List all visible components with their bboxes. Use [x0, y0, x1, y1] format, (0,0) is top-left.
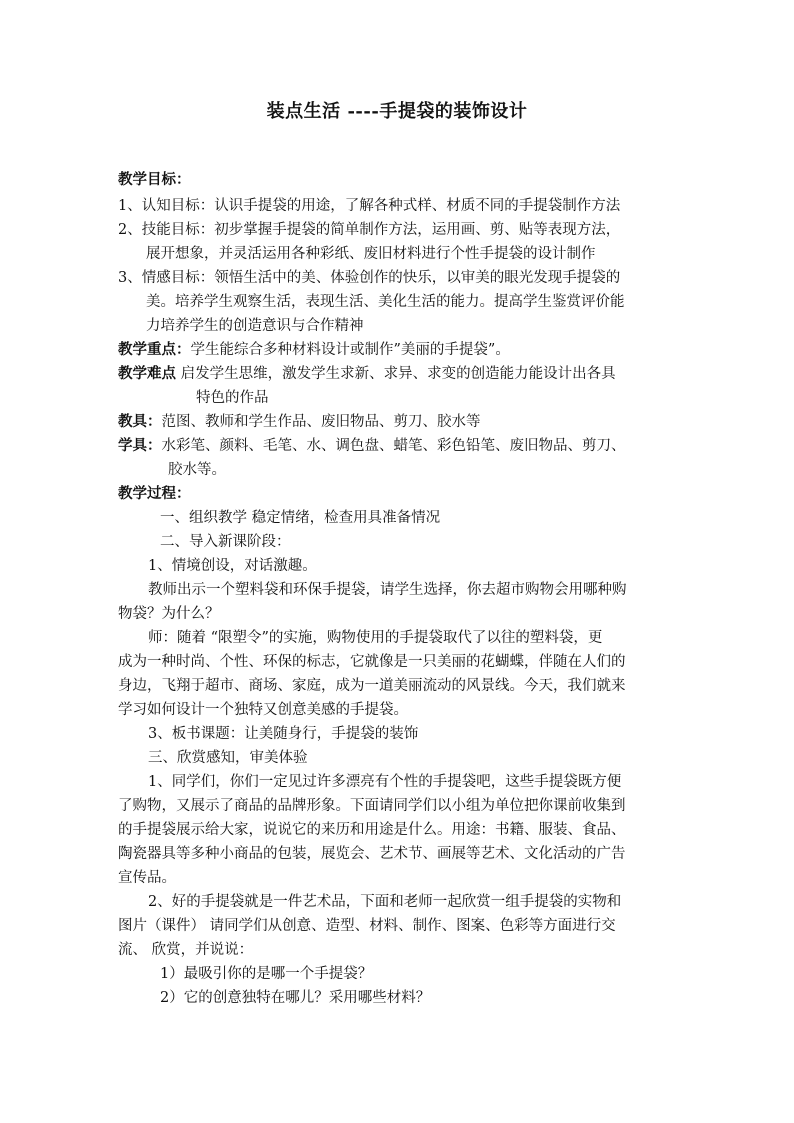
- process-step-3: 三、欣赏感知，审美体验: [148, 750, 308, 766]
- difficult-points-text: 启发学生思维，激发学生求新、求异、求变的创造能力能设计出各具: [176, 366, 616, 382]
- difficult-points: [118, 364, 616, 384]
- paragraph-2-line-2: 成为一种时尚、个性、环保的标志，它就像是一只美丽的花蝴蝶，伴随在人们的: [118, 654, 626, 670]
- paragraph-3-line-3: 的手提袋展示给大家，说说它的来历和用途是什么。用途：书籍、服装、食品、: [118, 822, 626, 838]
- difficult-points-text-2: 特色的作品: [196, 390, 269, 406]
- paragraph-2-line-1: 师：随着 “限塑令”的实施，购物使用的手提袋取代了以往的塑料袋，更: [148, 630, 603, 646]
- key-points-label: 教学重点：: [118, 341, 191, 358]
- student-tools-text: 水彩笔、颜料、毛笔、水、调色盘、蜡笔、彩色铅笔、废旧物品、剪刀、: [161, 438, 626, 454]
- paragraph-1-line-1: 教师出示一个塑料袋和环保手提袋，请学生选择，你去超市购物会用哪种购: [148, 582, 627, 598]
- question-1: 1）最吸引你的是哪一个手提袋？: [160, 966, 373, 982]
- goal-2-line-1: 2、技能目标：初步掌握手提袋的简单制作方法，运用画、剪、贴等表现方法，: [118, 222, 621, 238]
- process-heading: 教学过程：: [118, 485, 191, 502]
- process-step-2: 二、导入新课阶段：: [160, 534, 291, 550]
- paragraph-2-line-4: 学习如何设计一个独特又创意美感的手提袋。: [118, 702, 408, 718]
- paragraph-3-line-2: 了购物，又展示了商品的品牌形象。下面请同学们以小组为单位把你课前收集到: [118, 798, 626, 814]
- paragraph-4-line-1: 2、好的手提袋就是一件艺术品，下面和老师一起欣赏一组手提袋的实物和: [148, 894, 622, 910]
- paragraph-1-line-2: 物袋？为什么？: [118, 606, 220, 622]
- student-tools-text-2: 胶水等。: [168, 462, 226, 478]
- teaching-aids: [118, 412, 481, 432]
- paragraph-2-line-3: 身边，飞翔于超市、商场、家庭，成为一道美丽流动的风景线。今天，我们就来: [118, 678, 626, 694]
- paragraph-3-line-1: 1、同学们，你们一定见过许多漂亮有个性的手提袋吧，这些手提袋既方便: [148, 774, 622, 790]
- paragraph-4-line-3: 流、 欣赏，并说说：: [118, 942, 254, 958]
- paragraph-4-line-2: 图片（课件） 请同学们从创意、造型、材料、制作、图案、色彩等方面进行交: [118, 918, 616, 934]
- student-tools: [118, 436, 626, 456]
- key-points-text: 学生能综合多种材料设计或制作”美丽的手提袋”。: [190, 342, 510, 358]
- key-points: [118, 340, 510, 360]
- goal-3-line-3: 力培养学生的创造意识与合作精神: [146, 318, 364, 334]
- paragraph-3-line-5: 宣传品。: [118, 870, 176, 886]
- process-step-1: 一、组织教学 稳定情绪，检查用具准备情况: [160, 510, 441, 526]
- difficult-points-label: 教学难点: [118, 365, 176, 382]
- teaching-aids-label: 教具：: [118, 413, 162, 430]
- goals-heading: 教学目标：: [118, 171, 191, 188]
- paragraph-3-line-4: 陶瓷器具等多种小商品的包装，展览会、艺术节、画展等艺术、文化活动的广告: [118, 846, 626, 862]
- question-2: 2）它的创意独特在哪儿？采用哪些材料？: [160, 990, 431, 1006]
- goal-3-line-1: 3、情感目标：领悟生活中的美、体验创作的快乐，以审美的眼光发现手提袋的: [118, 270, 621, 286]
- page-title: 装点生活 ----手提袋的装饰设计: [266, 101, 528, 122]
- process-item-3: 3、板书课题：让美随身行，手提袋的装饰: [148, 726, 419, 742]
- goal-1: 1、认知目标：认识手提袋的用途，了解各种式样、材质不同的手提袋制作方法: [118, 198, 621, 214]
- teaching-aids-text: 范图、教师和学生作品、废旧物品、剪刀、胶水等: [161, 414, 481, 430]
- goal-2-line-2: 展开想象，并灵活运用各种彩纸、废旧材料进行个性手提袋的设计制作: [146, 246, 596, 262]
- process-item-1: 1、情境创设，对话激趣。: [148, 558, 317, 574]
- goal-3-line-2: 美。培养学生观察生活，表现生活、美化生活的能力。提高学生鉴赏评价能: [146, 294, 625, 310]
- student-tools-label: 学具：: [118, 437, 162, 454]
